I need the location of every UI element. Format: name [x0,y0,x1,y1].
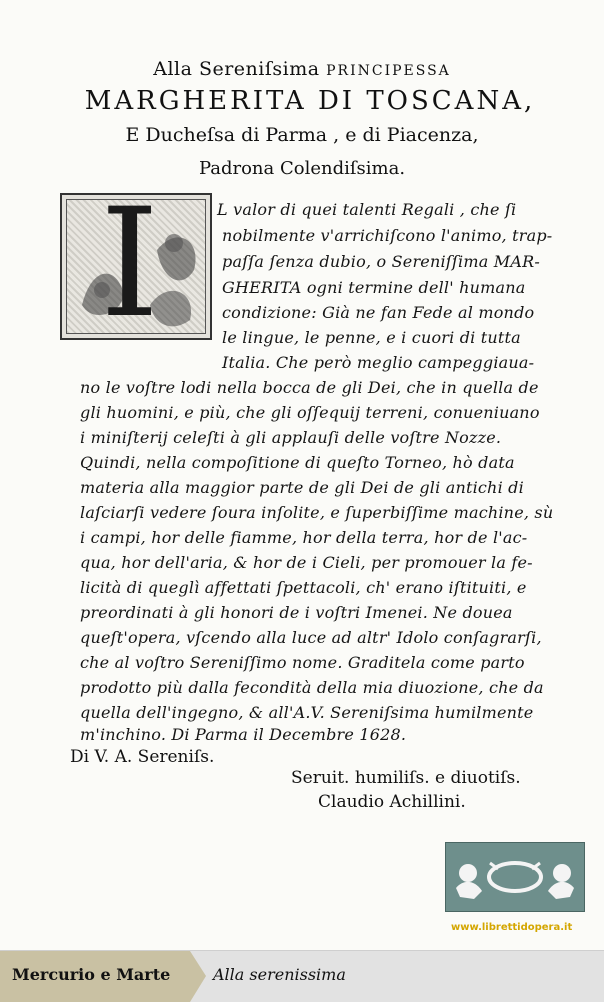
body-line: m'inchino. Di Parma il Decembre 1628. [80,725,407,744]
body-line: Quindi, nella compoſitione di queſto Torneo, hò data [80,453,515,472]
body-line: paſſa ſenza dubio, o Sereniſſima MAR- [222,252,540,271]
heading-title-smallcaps: PRINCIPESSA [326,63,451,79]
dedicatee-address: Padrona Colendiſsima. [198,158,406,179]
body-line: materia alla maggior parte de gli Dei de gli antichi di [80,478,524,497]
librettidopera-logo[interactable] [445,842,585,912]
initial-letter-I: I [100,193,160,340]
footer-bar [0,950,604,1002]
body-line: gli huomini, e più, che gli oſſequij terreni, conueniuano [80,403,540,422]
body-line: condizione: Già ne fan Fede al mondo [222,303,535,322]
body-line: quella dell'ingegno, & all'A.V. Sereniſsima humilmente [80,703,534,722]
body-line: qua, hor dell'aria, & hor de i Cieli, per promouer la fe- [80,553,533,572]
body-line: laſciarſi vedere ſoura inſolite, e ſuperbiſſime machine, sù [80,503,554,522]
body-line: preordinati à gli honori de i voſtri Imenei. Ne douea [80,603,513,622]
closing-salutation: Di V. A. Sereniſs. [70,747,215,767]
body-line: i miniſterij celeſti à gli applauſi delle voſtre Nozze. [80,428,502,447]
cherubs-wreath-icon [446,843,584,911]
body-line: che al voſtro Sereniſſimo nome. Graditela come parto [80,653,525,672]
heading-prefix: Alla Sereniſsima [153,58,327,80]
decorated-initial-image [60,193,212,340]
body-line: nobilmente v'arrichiſcono l'animo, trap- [222,226,553,245]
body-line: L valor di quei talenti Regali , che ſi [217,200,517,219]
dedication-heading-line1 [0,58,604,80]
signature-line: Seruit. humiliſs. e diuotiſs. [291,768,521,788]
footer-subtitle: Alla serenissima [213,965,346,984]
librettidopera-link[interactable]: www.librettidopera.it [451,922,573,933]
signature-author: Claudio Achillini. [318,792,466,812]
body-line: i campi, hor delle fiamme, hor della terra, hor de l'ac- [80,528,528,547]
body-line: no le voſtre lodi nella bocca de gli Dei, che in quella de [80,378,539,397]
body-line: Italia. Che però meglio campeggiaua- [222,353,535,372]
body-line: GHERITA ogni termine dell' humana [222,278,526,297]
dedicatee-name: MARGHERITA DI TOSCANA, [84,86,536,116]
body-line: licità di queglì affettati ſpettacoli, ch' erano iſtituiti, e [80,578,527,597]
body-line: le lingue, le penne, e i cuori di tutta [222,328,521,347]
body-line: prodotto più dalla fecondità della mia diuozione, che da [80,678,544,697]
body-line: queſt'opera, vſcendo alla luce ad altr' Idolo conſagrarſi, [80,628,542,647]
dedicatee-titles: E Ducheſsa di Parma , e di Piacenza, [125,124,479,146]
footer-title: Mercurio e Marte [12,965,171,984]
